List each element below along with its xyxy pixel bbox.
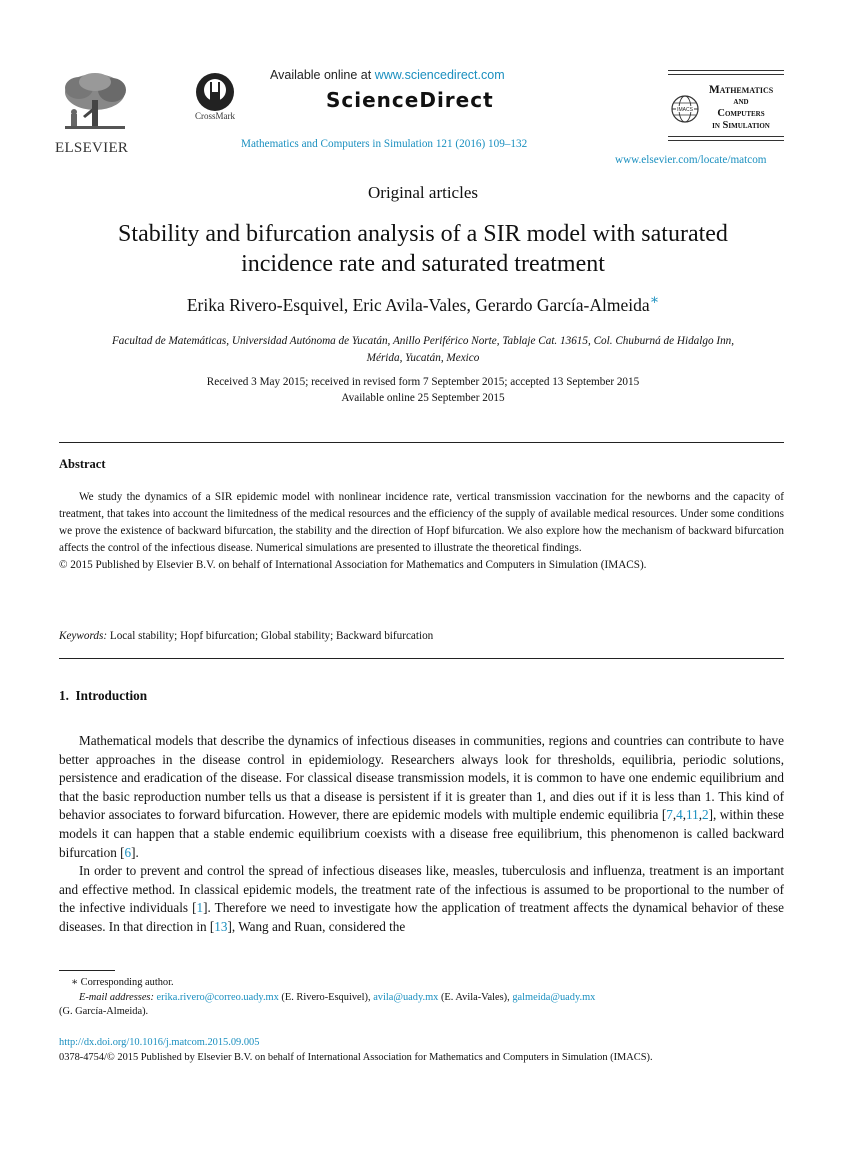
publisher-name: ELSEVIER <box>55 140 129 156</box>
journal-logo-line3: Computers <box>717 108 765 119</box>
sciencedirect-link[interactable]: www.sciencedirect.com <box>374 68 505 82</box>
abstract-text: We study the dynamics of a SIR epidemic model with nonlinear incidence rate, vertical transmission vaccination for the newborns and the capacity of treatment, that takes into account the limitedness of the medical resources and the efficiency of the supply of available medical resources. Under some conditions we prove the existence of backward bifurcation, the stability and the direction of Hopf bifurcation. We also explore how the mechanism of backward bifurcation affects the control of the infectious disease. Numerical simulations are presented to illustrate the theoretical findings. <box>59 491 784 554</box>
email-owner-2: (E. Avila-Vales), <box>438 991 513 1003</box>
globe-icon <box>670 94 700 124</box>
ref-1[interactable]: 1 <box>196 900 204 916</box>
keywords-label: Keywords: <box>59 630 108 642</box>
ref-sep: , <box>682 807 687 823</box>
keywords-text: Local stability; Hopf bifurcation; Global stability; Backward bifurcation <box>107 630 434 642</box>
journal-logo-line4: in Simulation <box>712 120 770 131</box>
introduction-body <box>59 732 784 937</box>
journal-logo-line1: Mathematics <box>708 84 774 96</box>
footnote-email-owner-3: (G. García-Almeida). <box>59 1006 149 1017</box>
available-online <box>270 68 505 82</box>
email-link-almeida[interactable]: galmeida@uady.mx <box>512 991 596 1003</box>
author-list <box>0 295 846 316</box>
crossmark-badge[interactable] <box>188 72 242 121</box>
article-title <box>0 219 846 279</box>
journal-logo <box>668 70 784 140</box>
email-link-rivero[interactable]: erika.rivero@correo.uady.mx <box>156 991 279 1003</box>
intro-p1-text-c: ]. <box>131 844 139 860</box>
intro-paragraph-2 <box>59 862 784 936</box>
footnote-mark: ∗ <box>71 977 79 988</box>
journal-logo-rule-top <box>668 70 784 75</box>
section-label: Original articles <box>368 183 478 202</box>
sciencedirect-wordmark: ScienceDirect <box>326 88 494 112</box>
intro-p1-text-b: ], within these models it can happen that a stable endemic equilibrium coexists with a disease free equilibrium, this phenomenon is called backward bifurcation [ <box>59 807 784 860</box>
abstract-heading: Abstract <box>59 457 106 471</box>
email-label: E-mail addresses: <box>79 991 154 1003</box>
ref-11[interactable]: 11 <box>686 807 699 823</box>
elsevier-logo <box>55 70 133 156</box>
footnote-rule <box>59 970 115 971</box>
article-history <box>0 374 846 406</box>
ref-sep: , <box>672 807 677 823</box>
doi-link[interactable]: http://dx.doi.org/10.1016/j.matcom.2015.09.005 <box>59 1037 260 1048</box>
authors: Erika Rivero-Esquivel, Eric Avila-Vales, Gerardo García-Almeida <box>186 295 650 315</box>
journal-logo-rule-bottom <box>668 136 784 141</box>
intro-p2-text-c: ], Wang and Ruan, considered the <box>227 918 406 934</box>
elsevier-tree-icon <box>57 70 133 134</box>
rule-above-abstract <box>59 442 784 443</box>
ref-2[interactable]: 2 <box>702 807 709 823</box>
ref-4[interactable]: 4 <box>676 807 683 823</box>
email-owner-1: (E. Rivero-Esquivel), <box>278 991 374 1003</box>
footnote-emails <box>59 991 784 1006</box>
abstract-body <box>59 489 784 574</box>
corresponding-author-mark[interactable]: ∗ <box>649 293 660 309</box>
email-link-avila[interactable]: avila@uady.mx <box>373 991 439 1003</box>
footer <box>59 1036 784 1065</box>
abstract-copyright: © 2015 Published by Elsevier B.V. on behalf of International Association for Mathematics and Computers in Simulation (IMACS). <box>59 559 647 571</box>
footnote-corresponding-text: Corresponding author. <box>78 977 174 988</box>
journal-logo-text <box>698 84 784 132</box>
journal-logo-line2: and <box>733 96 749 107</box>
affiliation-line1: Facultad de Matemáticas, Universidad Autónoma de Yucatán, Anillo Periférico Norte, Tablaje Cat. 13615, Col. Chuburná de Hidalgo Inn, <box>111 335 735 347</box>
received-dates: Received 3 May 2015; received in revised form 7 September 2015; accepted 13 September 2015 <box>206 376 640 388</box>
footnote <box>59 976 784 1020</box>
crossmark-label: CrossMark <box>195 111 235 121</box>
article-title-line2: incidence rate and saturated treatment <box>241 251 605 277</box>
crossmark-icon <box>195 72 235 112</box>
affiliation <box>40 333 806 367</box>
ref-13[interactable]: 13 <box>214 918 228 934</box>
intro-paragraph-1 <box>59 732 784 862</box>
svg-text:IMACS: IMACS <box>677 107 693 113</box>
rule-below-keywords <box>59 658 784 659</box>
intro-p2-text-a: In order to prevent and control the spread of infectious diseases like, measles, tuberculosis and influenza, treatment is an important and effective method. In classical epidemic models, the treatment rate of the infectious is assumed to be proportional to the number of the infective individuals [ <box>59 863 784 916</box>
article-title-line1: Stability and bifurcation analysis of a SIR model with saturated <box>118 221 728 247</box>
affiliation-line2: Mérida, Yucatán, Mexico <box>366 352 480 364</box>
journal-url[interactable]: www.elsevier.com/locate/matcom <box>615 154 767 166</box>
issn-copyright: 0378-4754/© 2015 Published by Elsevier B.V. on behalf of International Association for Mathematics and Computers in Simulation (IMACS). <box>59 1051 653 1063</box>
footnote-corresponding <box>59 976 784 991</box>
intro-p1-text-a: Mathematical models that describe the dynamics of infectious diseases in communities, regions and countries can contribute to have better approaches in the disease control in epidemiology. Researchers always look for thresholds, equilibria, periodic solutions, persistence and eradication of the disease. For classical disease transmission models, it is common to have one endemic equilibrium and that the basic reproduction number tells us that a disease is persistent if it is greater than 1, and dies out if it is less than 1. This kind of behavior associates to forward bifurcation. However, there are epidemic models with multiple endemic equilibria [ <box>59 733 784 823</box>
ref-sep: , <box>698 807 703 823</box>
journal-citation[interactable]: Mathematics and Computers in Simulation 121 (2016) 109–132 <box>241 138 528 150</box>
ref-6[interactable]: 6 <box>124 844 132 860</box>
ref-7[interactable]: 7 <box>666 807 673 823</box>
available-online-date: Available online 25 September 2015 <box>341 392 505 404</box>
keywords <box>59 628 433 644</box>
intro-p2-text-b: ]. Therefore we need to investigate how the application of treatment affects the dynamical behavior of these diseases. In that direction in [ <box>59 900 784 934</box>
introduction-heading: 1. Introduction <box>59 688 148 703</box>
available-online-prefix: Available online at <box>270 68 375 82</box>
